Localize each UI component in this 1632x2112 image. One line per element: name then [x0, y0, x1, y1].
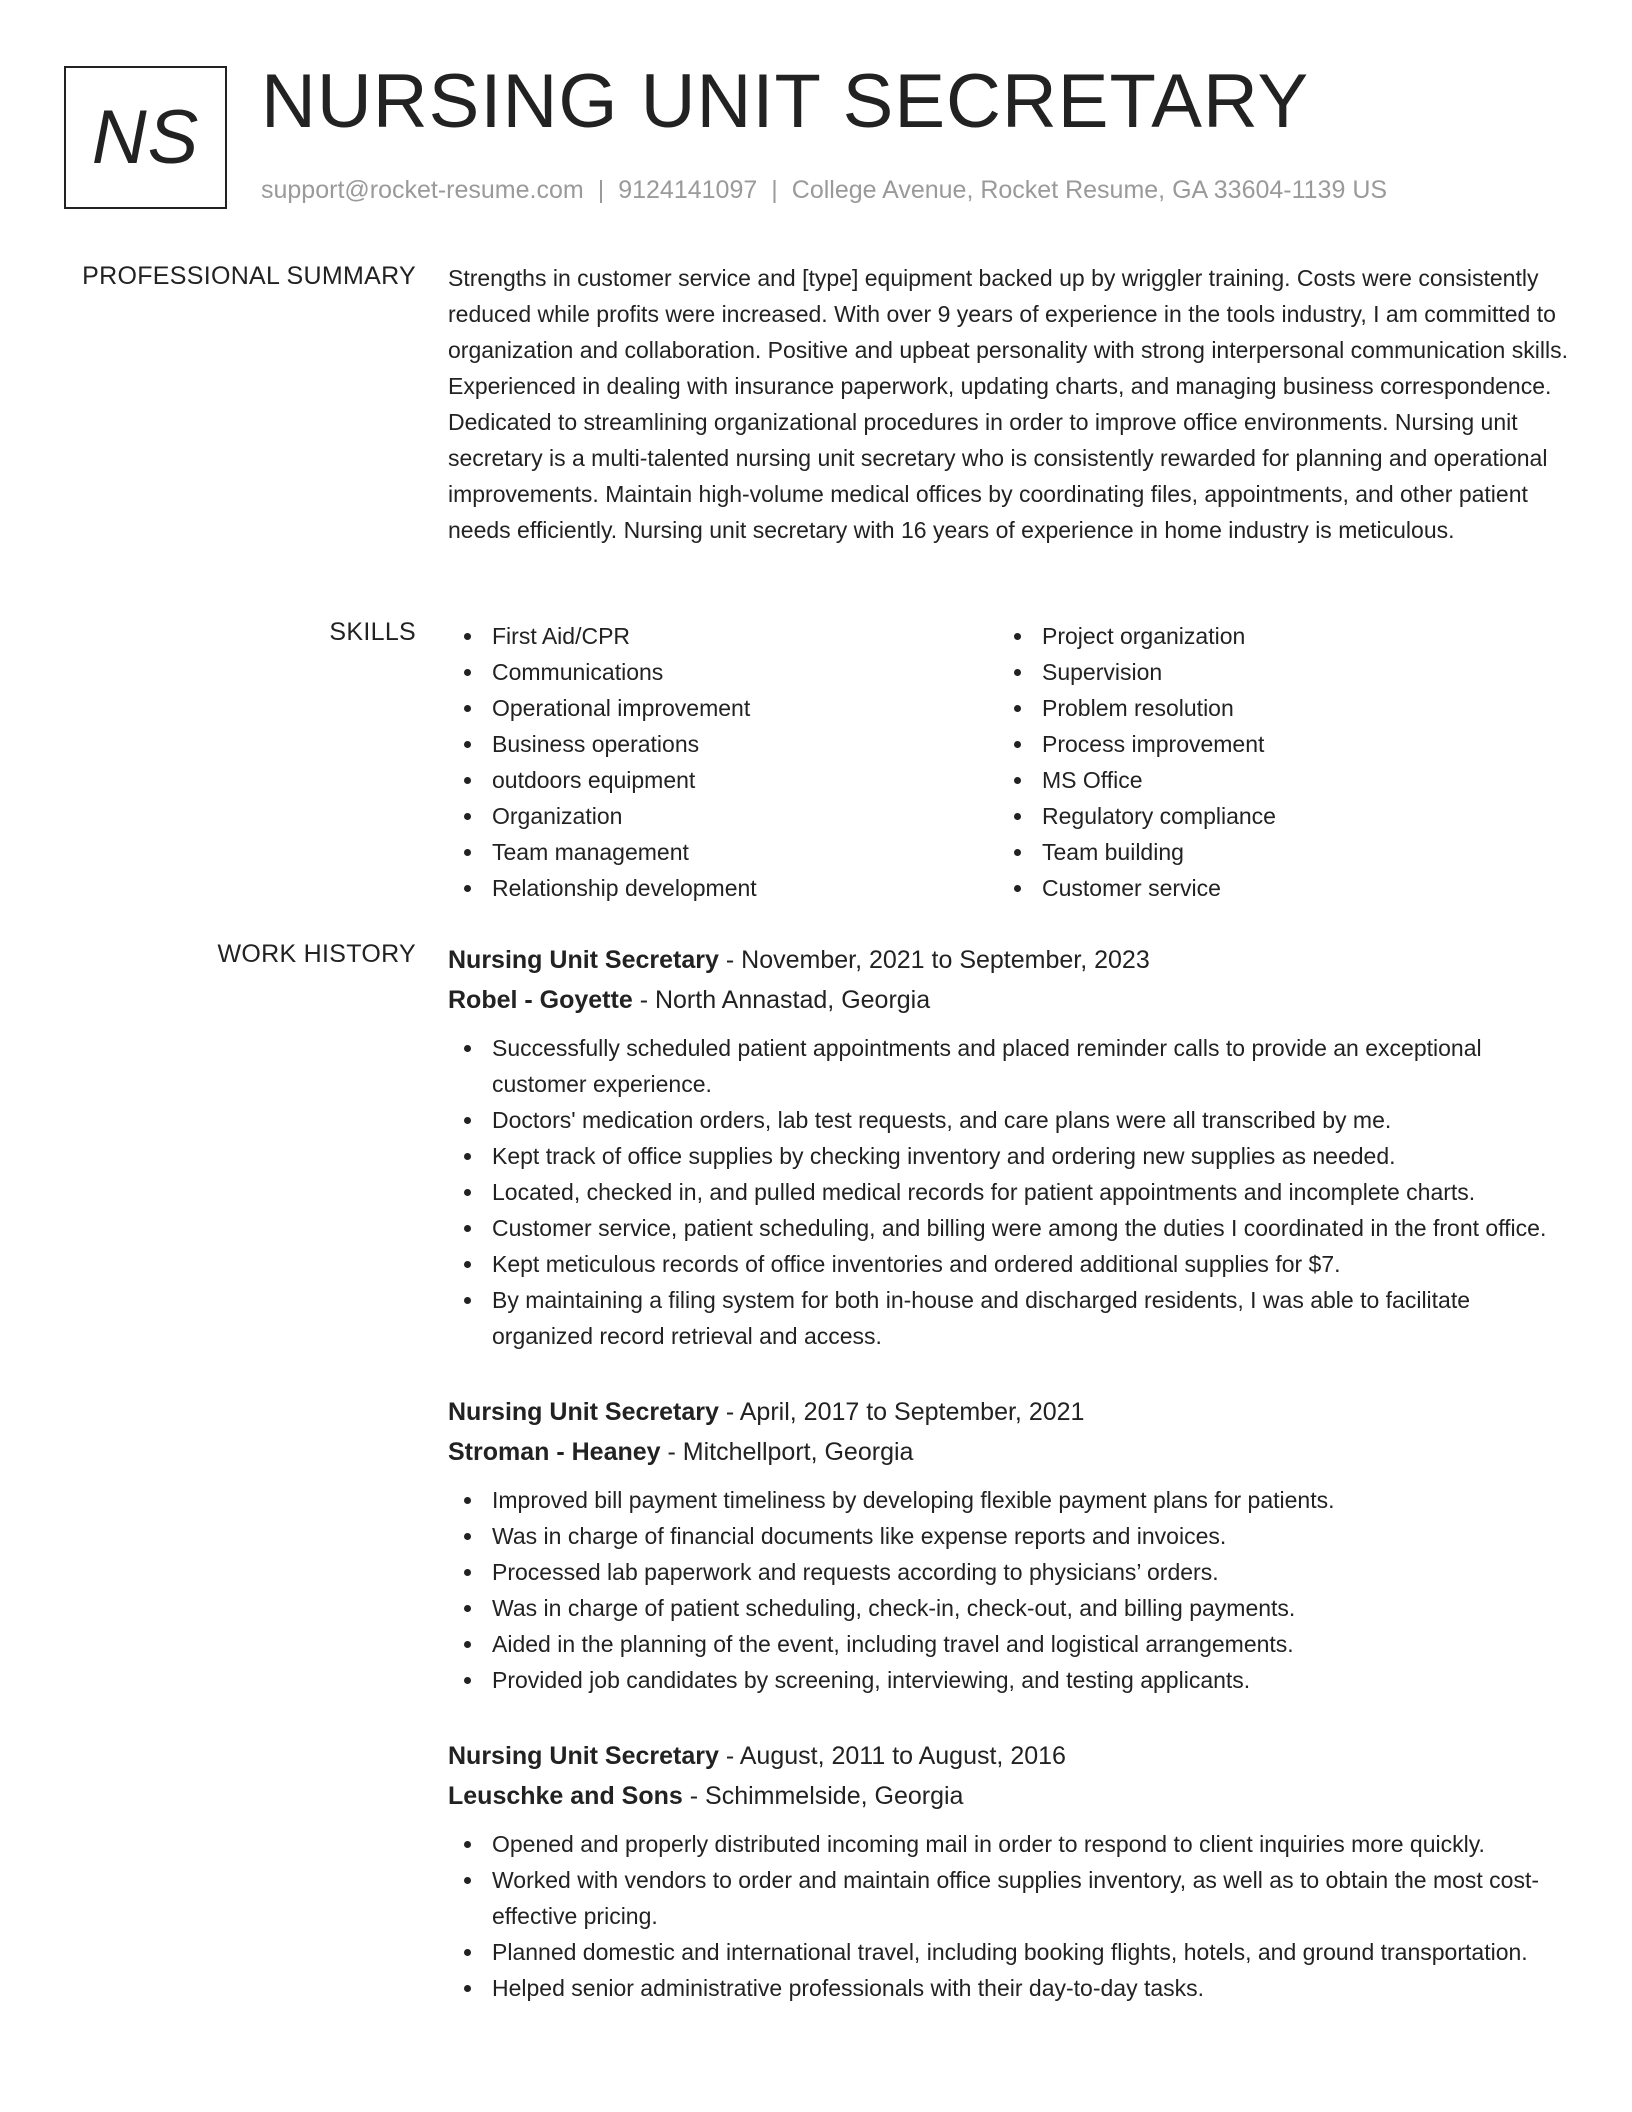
skill-item: Organization	[448, 798, 998, 834]
skill-item: Communications	[448, 654, 998, 690]
job-company-line	[448, 1776, 1568, 1816]
job-title-line	[448, 1392, 1568, 1432]
job-duties-list	[448, 1482, 1568, 1698]
job-duty-item: Doctors' medication orders, lab test requests, and care plans were all transcribed by me.	[448, 1102, 1568, 1138]
job-location: - North Annastad, Georgia	[632, 986, 931, 1014]
skill-item: MS Office	[998, 762, 1548, 798]
job-title: Nursing Unit Secretary	[448, 946, 719, 974]
job-duty-item: Aided in the planning of the event, including travel and logistical arrangements.	[448, 1626, 1568, 1662]
job-duty-item: By maintaining a filing system for both in-house and discharged residents, I was able to facilitate organized record retrieval and access.	[448, 1282, 1568, 1354]
skills-heading: SKILLS	[329, 618, 416, 646]
contact-phone: 9124141097	[618, 176, 758, 204]
skill-item: First Aid/CPR	[448, 618, 998, 654]
skill-item: Customer service	[998, 870, 1548, 906]
job-company-line	[448, 1432, 1568, 1472]
contact-address: College Avenue, Rocket Resume, GA 33604-1139 US	[791, 176, 1388, 204]
skills-columns	[448, 618, 1568, 906]
job-title-line	[448, 1736, 1568, 1776]
job-duty-item: Located, checked in, and pulled medical records for patient appointments and incomplete charts.	[448, 1174, 1568, 1210]
contact-email: support@rocket-resume.com	[261, 176, 584, 204]
skill-item: Regulatory compliance	[998, 798, 1548, 834]
summary-text: Strengths in customer service and [type] equipment backed up by wriggler training. Costs were consistently reduced while profits were increased. With over 9 years of experience in the tools industry, I am committed to organization and collaboration. Positive and upbeat personality with strong interpersonal communication skills. Experienced in dealing with insurance paperwork, updating charts, and managing business correspondence. Dedicated to streamlining organizational procedures in order to improve office environments. Nursing unit secretary is a multi-talented nursing unit secretary who is consistently rewarded for planning and operational improvements. Maintain high-volume medical offices by coordinating files, appointments, and other patient needs efficiently. Nursing unit secretary with 16 years of experience in home industry is meticulous.	[448, 265, 1568, 543]
job-dates: - November, 2021 to September, 2023	[718, 946, 1150, 974]
skill-item: Business operations	[448, 726, 998, 762]
job-duty-item: Helped senior administrative professionals with their day-to-day tasks.	[448, 1970, 1568, 2006]
skill-item: Team management	[448, 834, 998, 870]
contact-separator: |	[771, 176, 778, 204]
job-list	[448, 940, 1568, 2044]
job-title: Nursing Unit Secretary	[448, 1398, 719, 1426]
job-duty-item: Customer service, patient scheduling, and billing were among the duties I coordinated in the front office.	[448, 1210, 1568, 1246]
job-duty-item: Was in charge of patient scheduling, check-in, check-out, and billing payments.	[448, 1590, 1568, 1626]
job-duties-list	[448, 1826, 1568, 2006]
skill-item: Relationship development	[448, 870, 998, 906]
skills-list-left	[448, 618, 998, 906]
skill-item: Process improvement	[998, 726, 1548, 762]
job-company-line	[448, 980, 1568, 1020]
work-history-heading: WORK HISTORY	[217, 940, 416, 968]
job-duties-list	[448, 1030, 1568, 1354]
skill-item: Supervision	[998, 654, 1548, 690]
skills-list-right	[998, 618, 1548, 906]
skill-item: Project organization	[998, 618, 1548, 654]
job-company: Stroman - Heaney	[448, 1438, 661, 1466]
job-dates: - August, 2011 to August, 2016	[718, 1742, 1066, 1770]
job-duty-item: Successfully scheduled patient appointments and placed reminder calls to provide an exceptional customer experience.	[448, 1030, 1568, 1102]
skill-item: Operational improvement	[448, 690, 998, 726]
skill-item: Team building	[998, 834, 1548, 870]
job-duty-item: Processed lab paperwork and requests according to physicians’ orders.	[448, 1554, 1568, 1590]
job-duty-item: Worked with vendors to order and maintain office supplies inventory, as well as to obtain the most cost-effective pricing.	[448, 1862, 1568, 1934]
job-company: Leuschke and Sons	[448, 1782, 683, 1810]
job-duty-item: Provided job candidates by screening, interviewing, and testing applicants.	[448, 1662, 1568, 1698]
monogram-initials: NS	[91, 95, 200, 180]
job-title: Nursing Unit Secretary	[448, 1742, 719, 1770]
job-company: Robel - Goyette	[448, 986, 633, 1014]
summary-heading: PROFESSIONAL SUMMARY	[82, 262, 416, 290]
skill-item: outdoors equipment	[448, 762, 998, 798]
job-location: - Schimmelside, Georgia	[682, 1782, 964, 1810]
job-entry	[448, 1736, 1568, 2006]
job-duty-item: Kept track of office supplies by checking inventory and ordering new supplies as needed.	[448, 1138, 1568, 1174]
contact-separator: |	[597, 176, 605, 204]
job-title-line	[448, 940, 1568, 980]
contact-line	[261, 176, 1387, 205]
skill-item: Problem resolution	[998, 690, 1548, 726]
job-duty-item: Opened and properly distributed incoming mail in order to respond to client inquiries more quickly.	[448, 1826, 1568, 1862]
job-duty-item: Improved bill payment timeliness by developing flexible payment plans for patients.	[448, 1482, 1568, 1518]
job-dates: - April, 2017 to September, 2021	[718, 1398, 1085, 1426]
monogram-badge	[64, 66, 227, 209]
job-duty-item: Planned domestic and international travel, including booking flights, hotels, and ground transportation.	[448, 1934, 1568, 1970]
job-duty-item: Was in charge of financial documents like expense reports and invoices.	[448, 1518, 1568, 1554]
job-duty-item: Kept meticulous records of office inventories and ordered additional supplies for $7.	[448, 1246, 1568, 1282]
candidate-title: NURSING UNIT SECRETARY	[261, 59, 1310, 144]
job-entry	[448, 1392, 1568, 1698]
job-location: - Mitchellport, Georgia	[660, 1438, 914, 1466]
job-entry	[448, 940, 1568, 1354]
